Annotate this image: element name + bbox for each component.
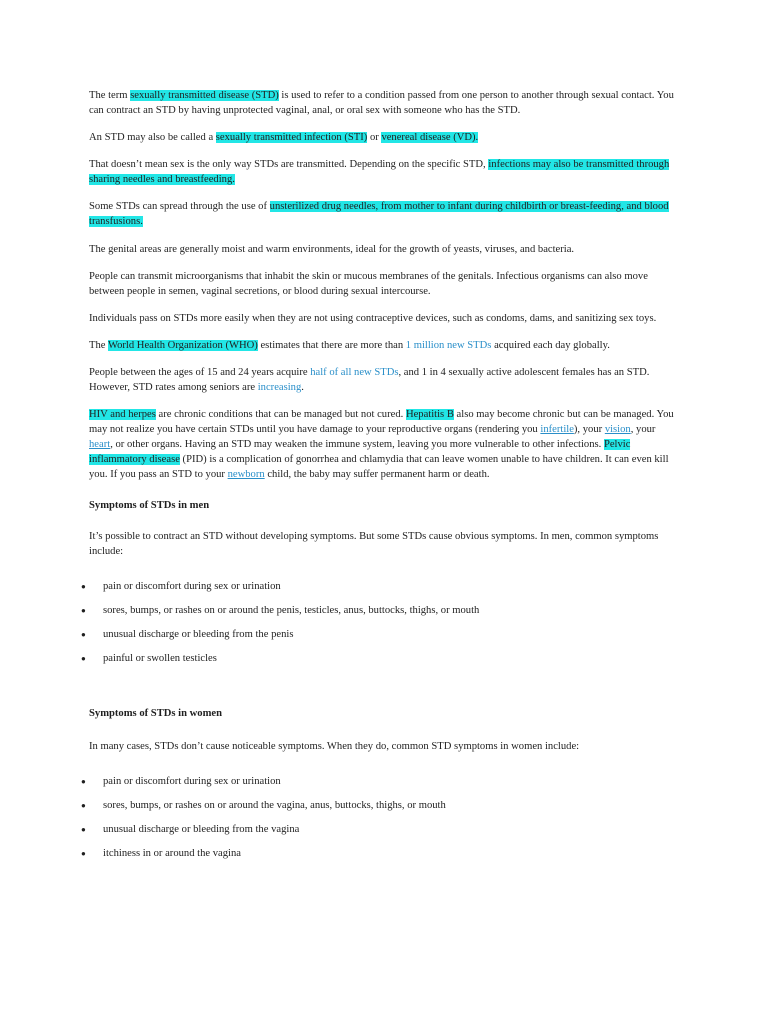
list-item: ● sores, bumps, or rashes on or around the vagina, anus, buttocks, thighs, or mouth — [89, 798, 679, 813]
paragraph-age-statistics: People between the ages of 15 and 24 years acquire half of all new STDs, and 1 in 4 sexually active adolescent females has an STD. However, STD rates among seniors are increasing. — [89, 367, 650, 393]
list-symptoms-men — [89, 579, 679, 666]
paragraph-contraceptives: Individuals pass on STDs more easily when they are not using contraceptive devices, such as condoms, dams, and sanitizing sex toys. — [89, 313, 657, 324]
highlight-vd-term: venereal disease (VD). — [381, 132, 479, 143]
link-infertile[interactable]: infertile — [540, 424, 574, 435]
highlight-needles-breastfeeding: infections may also be transmitted through sharing needles and breastfeeding. — [89, 159, 670, 185]
highlight-hepatitis-b: Hepatitis B — [405, 409, 454, 420]
document-body — [89, 88, 679, 870]
paragraph-microorganisms: People can transmit microorganisms that inhabit the skin or mucous membranes of the genitals. Infectious organisms can also move between people in semen, vaginal secretions, or blood during sexual intercourse. — [89, 271, 648, 297]
list-item: ● sores, bumps, or rashes on or around the penis, testicles, anus, buttocks, thighs, or mouth — [89, 603, 679, 618]
highlight-std-term: sexually transmitted disease (STD) — [130, 90, 279, 101]
highlight-unsterilized-needles: unsterilized drug needles, from mother to infant during childbirth or breast-feeding, and blood transfusions. — [89, 201, 669, 227]
highlight-hiv-herpes: HIV and herpes — [89, 409, 156, 420]
paragraph-std-names: An STD may also be called a sexually transmitted infection (STI) or venereal disease (VD). — [89, 132, 479, 143]
link-heart[interactable]: heart — [89, 439, 111, 450]
link-newborn[interactable]: newborn — [227, 469, 265, 480]
paragraph-chronic-conditions: HIV and herpes are chronic conditions that can be managed but not cured. Hepatitis B also may become chronic but can be managed. You may not realize you have certain STDs until you have damage to your reproductive organs (rendering you infertile), your vision, your heart, or other organs. Having an STD may weaken the immune system, leaving you more vulnerable to other infections. Pelvic inflammatory disease (PID) is a complication of gonorrhea and chlamydia that can leave women unable to have children. It can even kill you. If you pass an STD to your newborn child, the baby may suffer permanent harm or death. — [89, 409, 674, 480]
paragraph-spread: Some STDs can spread through the use of unsterilized drug needles, from mother to infant during childbirth or breast-feeding, and blood transfusions. — [89, 201, 669, 227]
paragraph-transmission: That doesn’t mean sex is the only way STDs are transmitted. Depending on the specific STD, infections may also be transmitted through sharing needles and breastfeeding. — [89, 159, 670, 185]
link-increasing[interactable]: increasing — [257, 382, 302, 393]
paragraph-std-definition: The term sexually transmitted disease (STD) is used to refer to a condition passed from one person to another through sexual contact. You can contract an STD by having unprotected vaginal, anal, or oral sex with someone who has the STD. — [89, 90, 674, 116]
heading-symptoms-women: Symptoms of STDs in women — [89, 708, 223, 719]
list-item: ● pain or discomfort during sex or urination — [89, 774, 679, 789]
link-1-million-new-stds[interactable]: 1 million new STDs — [405, 340, 492, 351]
paragraph-genital-areas: The genital areas are generally moist and warm environments, ideal for the growth of yeasts, viruses, and bacteria. — [89, 244, 575, 255]
list-item: ● painful or swollen testicles — [89, 651, 679, 666]
list-item: ● itchiness in or around the vagina — [89, 846, 679, 861]
paragraph-men-intro: It’s possible to contract an STD without developing symptoms. But some STDs cause obvious symptoms. In men, common symptoms include: — [89, 531, 659, 557]
highlight-who: World Health Organization (WHO) — [107, 340, 258, 351]
heading-symptoms-men: Symptoms of STDs in men — [89, 500, 210, 511]
list-symptoms-women — [89, 774, 679, 861]
list-item: ● pain or discomfort during sex or urination — [89, 579, 679, 594]
paragraph-women-intro: In many cases, STDs don’t cause noticeable symptoms. When they do, common STD symptoms in women include: — [89, 741, 580, 752]
list-item: ● unusual discharge or bleeding from the vagina — [89, 822, 679, 837]
link-vision[interactable]: vision — [604, 424, 631, 435]
highlight-sti-term: sexually transmitted infection (STI) — [215, 132, 368, 143]
paragraph-who-estimate: The World Health Organization (WHO) estimates that there are more than 1 million new STDs acquired each day globally. — [89, 340, 610, 351]
link-half-of-all-new-stds[interactable]: half of all new STDs — [310, 367, 399, 378]
highlight-pelvic-inflammatory-disease: Pelvic inflammatory disease — [89, 439, 631, 465]
list-item: ● unusual discharge or bleeding from the penis — [89, 627, 679, 642]
